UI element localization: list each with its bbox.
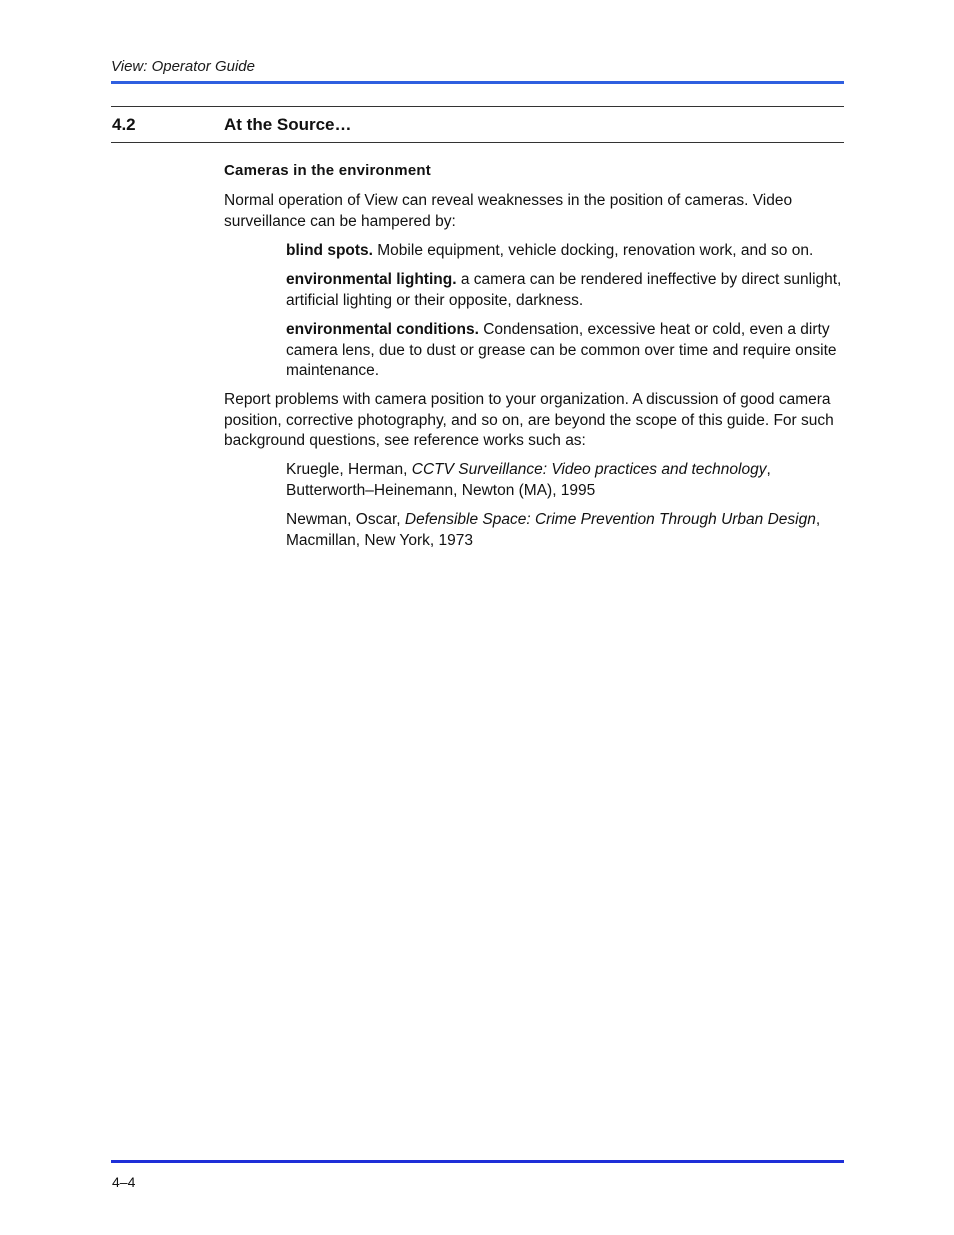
- item-text: a camera can be rendered ineffective by direct sunlight, artificial lighting or their opposite, darkness.: [286, 271, 842, 309]
- subsection-title: Cameras in the environment: [224, 162, 431, 179]
- reference-publisher: , Butterworth–Heinemann, Newton (MA), 1995: [286, 461, 771, 499]
- item-text: Mobile equipment, vehicle docking, renovation work, and so on.: [372, 242, 814, 259]
- list-item: [286, 270, 851, 311]
- reference-item: [286, 510, 851, 551]
- reference-item: [286, 460, 851, 501]
- item-label: environmental lighting.: [286, 271, 457, 288]
- reference-title: Defensible Space: Crime Prevention Through Urban Design: [404, 511, 816, 528]
- item-label: blind spots.: [286, 242, 373, 259]
- section-rule-top: [111, 106, 844, 107]
- section-title: At the Source…: [224, 115, 352, 134]
- page-number: 4–4: [112, 1174, 136, 1190]
- reference-author: Newman, Oscar,: [286, 511, 405, 528]
- reference-author: Kruegle, Herman,: [286, 461, 412, 478]
- item-label: environmental conditions.: [286, 321, 479, 338]
- header-rule: [111, 81, 844, 84]
- footer-rule: [111, 1160, 844, 1163]
- list-item: [286, 320, 851, 382]
- report-paragraph: Report problems with camera position to your organization. A discussion of good camera position, corrective photography, and so on, are beyond the scope of this guide. For such background questions, see reference works such as:: [224, 391, 834, 449]
- intro-paragraph: Normal operation of View can reveal weaknesses in the position of cameras. Video surveillance can be hampered by:: [224, 192, 793, 230]
- section-rule-bottom: [111, 142, 844, 143]
- section-number: 4.2: [112, 115, 136, 134]
- reference-publisher: , Macmillan, New York, 1973: [286, 511, 821, 549]
- item-text: Condensation, excessive heat or cold, even a dirty camera lens, due to dust or grease can be common over time and require onsite maintenance.: [286, 321, 837, 379]
- running-header: View: Operator Guide: [111, 58, 255, 75]
- list-item: [286, 241, 851, 262]
- reference-title: CCTV Surveillance: Video practices and technology: [411, 461, 767, 478]
